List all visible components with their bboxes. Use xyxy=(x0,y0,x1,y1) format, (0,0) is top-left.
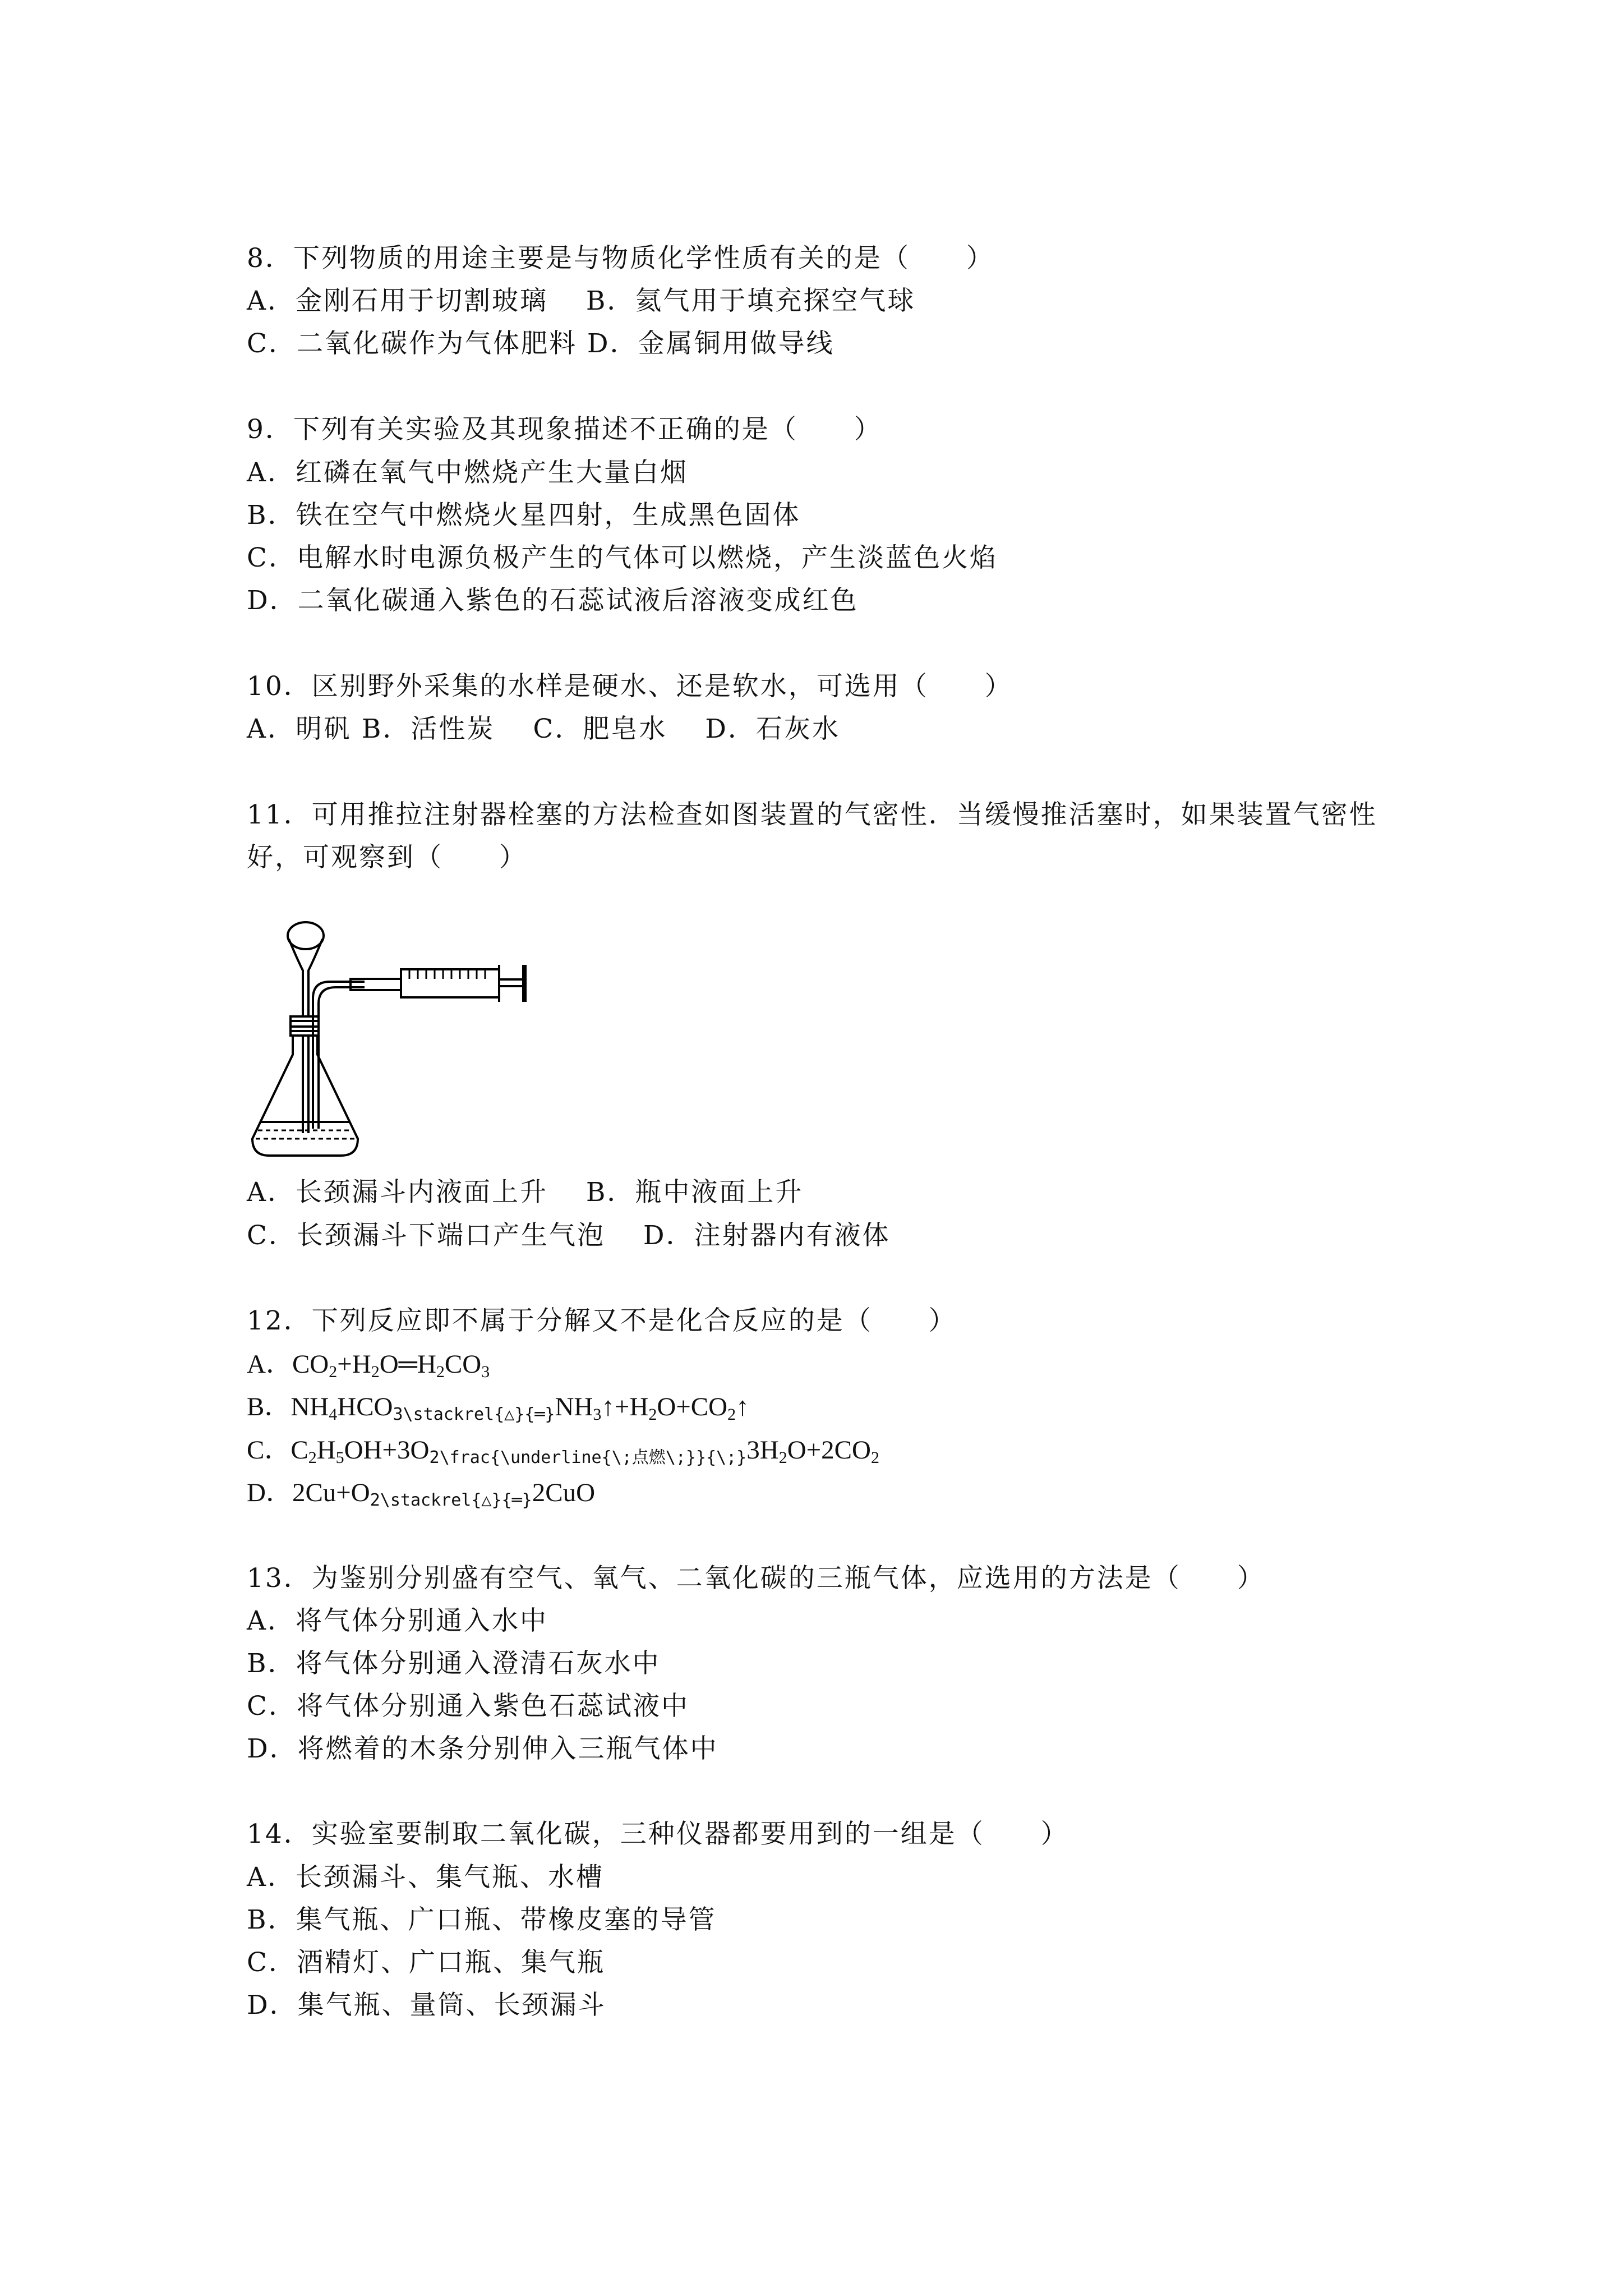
question-12-option-c: C．$C_2H_5OH+3O_{2\backslash frac\{\backslash underline\{\backslash;点燃\backslash;\}\}\{\backslash;\}}3H_2O+2CO_2$ xyxy=(247,1435,879,1467)
syringe-plunger xyxy=(499,979,524,986)
question-13-option-d: D．将燃着的木条分别伸入三瓶气体中 xyxy=(247,1733,718,1764)
question-8-options-cd: C．二氧化碳作为气体肥料 D．金属铜用做导线 xyxy=(247,328,834,359)
question-14-option-d: D．集气瓶、量筒、长颈漏斗 xyxy=(247,1990,606,2021)
question-9-option-b: B．铁在空气中燃烧火星四射，生成黑色固体 xyxy=(247,500,801,531)
question-11-stem-line1: 11．可用推拉注射器栓塞的方法检查如图装置的气密性．当缓慢推活塞时，如果装置气密性 xyxy=(247,799,1377,830)
question-14-option-c: C．酒精灯、广口瓶、集气瓶 xyxy=(247,1947,605,1978)
question-13-option-a: A．将气体分别通入水中 xyxy=(247,1605,548,1636)
question-12-option-a: A．$CO_2+H_2O═H_2CO_3$ xyxy=(247,1350,490,1381)
question-11-options-ab: A．长颈漏斗内液面上升 B．瓶中液面上升 xyxy=(247,1177,804,1208)
question-12-option-b: B．$NH_4HCO_{3\backslash stackrel\{\triangle\}\{═\}}NH_3↑+H_2O+CO_2↑$ xyxy=(247,1392,749,1424)
question-14-option-b: B．集气瓶、广口瓶、带橡皮塞的导管 xyxy=(247,1904,717,1935)
question-9-option-a: A．红磷在氧气中燃烧产生大量白烟 xyxy=(247,457,688,488)
question-12-option-d: D．$2Cu+O_{2\backslash stackrel\{\triangle\}\{═\}}2CuO$ xyxy=(247,1478,596,1510)
funnel-bulb xyxy=(288,922,324,949)
question-11-options-cd: C．长颈漏斗下端口产生气泡 D．注射器内有液体 xyxy=(247,1220,891,1251)
bent-glass-tube xyxy=(313,982,365,1129)
question-13-stem: 13．为鉴别分别盛有空气、氧气、二氧化碳的三瓶气体，应选用的方法是（ ） xyxy=(247,1563,1265,1594)
question-8-options-ab: A．金刚石用于切割玻璃 B．氦气用于填充探空气球 xyxy=(247,286,916,316)
question-13-option-b: B．将气体分别通入澄清石灰水中 xyxy=(247,1648,661,1679)
airtightness-apparatus-diagram xyxy=(247,914,572,1161)
question-9-option-d: D．二氧化碳通入紫色的石蕊试液后溶液变成红色 xyxy=(247,585,859,616)
question-10-stem: 10．区别野外采集的水样是硬水、还是软水，可选用（ ） xyxy=(247,671,1013,702)
question-12-stem: 12．下列反应即不属于分解又不是化合反应的是（ ） xyxy=(247,1305,957,1336)
conical-flask xyxy=(252,1036,358,1156)
syringe-scale xyxy=(409,969,485,979)
question-14-option-a: A．长颈漏斗、集气瓶、水槽 xyxy=(247,1862,604,1893)
question-9-option-c: C．电解水时电源负极产生的气体可以燃烧，产生淡蓝色火焰 xyxy=(247,542,998,573)
question-14-stem: 14．实验室要制取二氧化碳，三种仪器都要用到的一组是（ ） xyxy=(247,1819,1069,1849)
question-11-stem-line2: 好，可观察到（ ） xyxy=(247,842,527,873)
question-8-stem: 8．下列物质的用途主要是与物质化学性质有关的是（ ） xyxy=(247,243,994,274)
question-10-options: A．明矾 B．活性炭 C．肥皂水 D．石灰水 xyxy=(247,714,840,744)
question-13-option-c: C．将气体分别通入紫色石蕊试液中 xyxy=(247,1691,689,1722)
question-9-stem: 9．下列有关实验及其现象描述不正确的是（ ） xyxy=(247,414,882,445)
